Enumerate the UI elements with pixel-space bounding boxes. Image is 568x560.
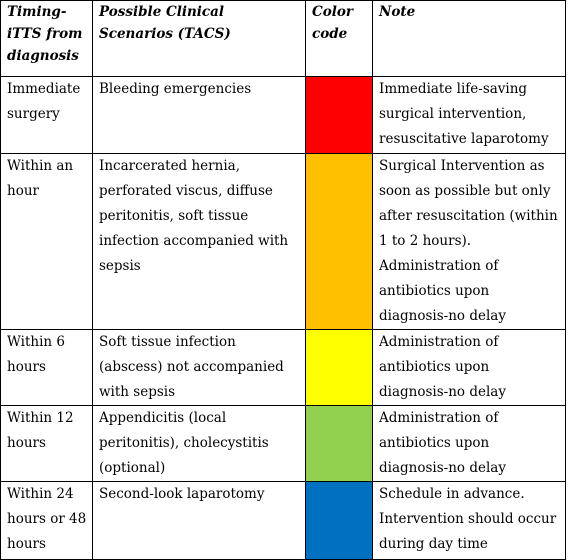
table-row bbox=[1, 330, 566, 406]
note-cell: Immediate life-saving surgical intervention, resuscitative laparotomy bbox=[373, 77, 566, 154]
table-header-row bbox=[1, 1, 566, 77]
timing-cell: Within 24 hours or 48 hours bbox=[1, 482, 93, 560]
note-cell: Surgical Intervention as soon as possible but only after resuscitation (within 1 to 2 hours). Administration of antibiotics upon diagnosis-no delay bbox=[373, 154, 566, 330]
color-swatch-green bbox=[306, 406, 373, 482]
header-timing: Timing-iTTS from diagnosis bbox=[1, 1, 93, 77]
color-swatch-orange bbox=[306, 154, 373, 330]
table-row bbox=[1, 482, 566, 560]
color-swatch-blue bbox=[306, 482, 373, 560]
timing-cell: Within an hour bbox=[1, 154, 93, 330]
scenarios-cell: Soft tissue infection (abscess) not accompanied with sepsis bbox=[93, 330, 306, 406]
header-color-code: Color code bbox=[306, 1, 373, 77]
scenarios-cell: Appendicitis (local peritonitis), cholecystitis (optional) bbox=[93, 406, 306, 482]
note-cell: Administration of antibiotics upon diagnosis-no delay bbox=[373, 330, 566, 406]
timing-cell: Within 12 hours bbox=[1, 406, 93, 482]
scenarios-cell: Incarcerated hernia, perforated viscus, diffuse peritonitis, soft tissue infection accompanied with sepsis bbox=[93, 154, 306, 330]
table-row bbox=[1, 406, 566, 482]
scenarios-cell: Bleeding emergencies bbox=[93, 77, 306, 154]
header-note: Note bbox=[373, 1, 566, 77]
color-swatch-yellow bbox=[306, 330, 373, 406]
table-row bbox=[1, 77, 566, 154]
table-row bbox=[1, 154, 566, 330]
timing-cell: Immediate surgery bbox=[1, 77, 93, 154]
scenarios-cell: Second-look laparotomy bbox=[93, 482, 306, 560]
note-cell: Administration of antibiotics upon diagnosis-no delay bbox=[373, 406, 566, 482]
note-cell: Schedule in advance. Intervention should occur during day time bbox=[373, 482, 566, 560]
header-scenarios: Possible Clinical Scenarios (TACS) bbox=[93, 1, 306, 77]
timing-cell: Within 6 hours bbox=[1, 330, 93, 406]
color-swatch-red bbox=[306, 77, 373, 154]
